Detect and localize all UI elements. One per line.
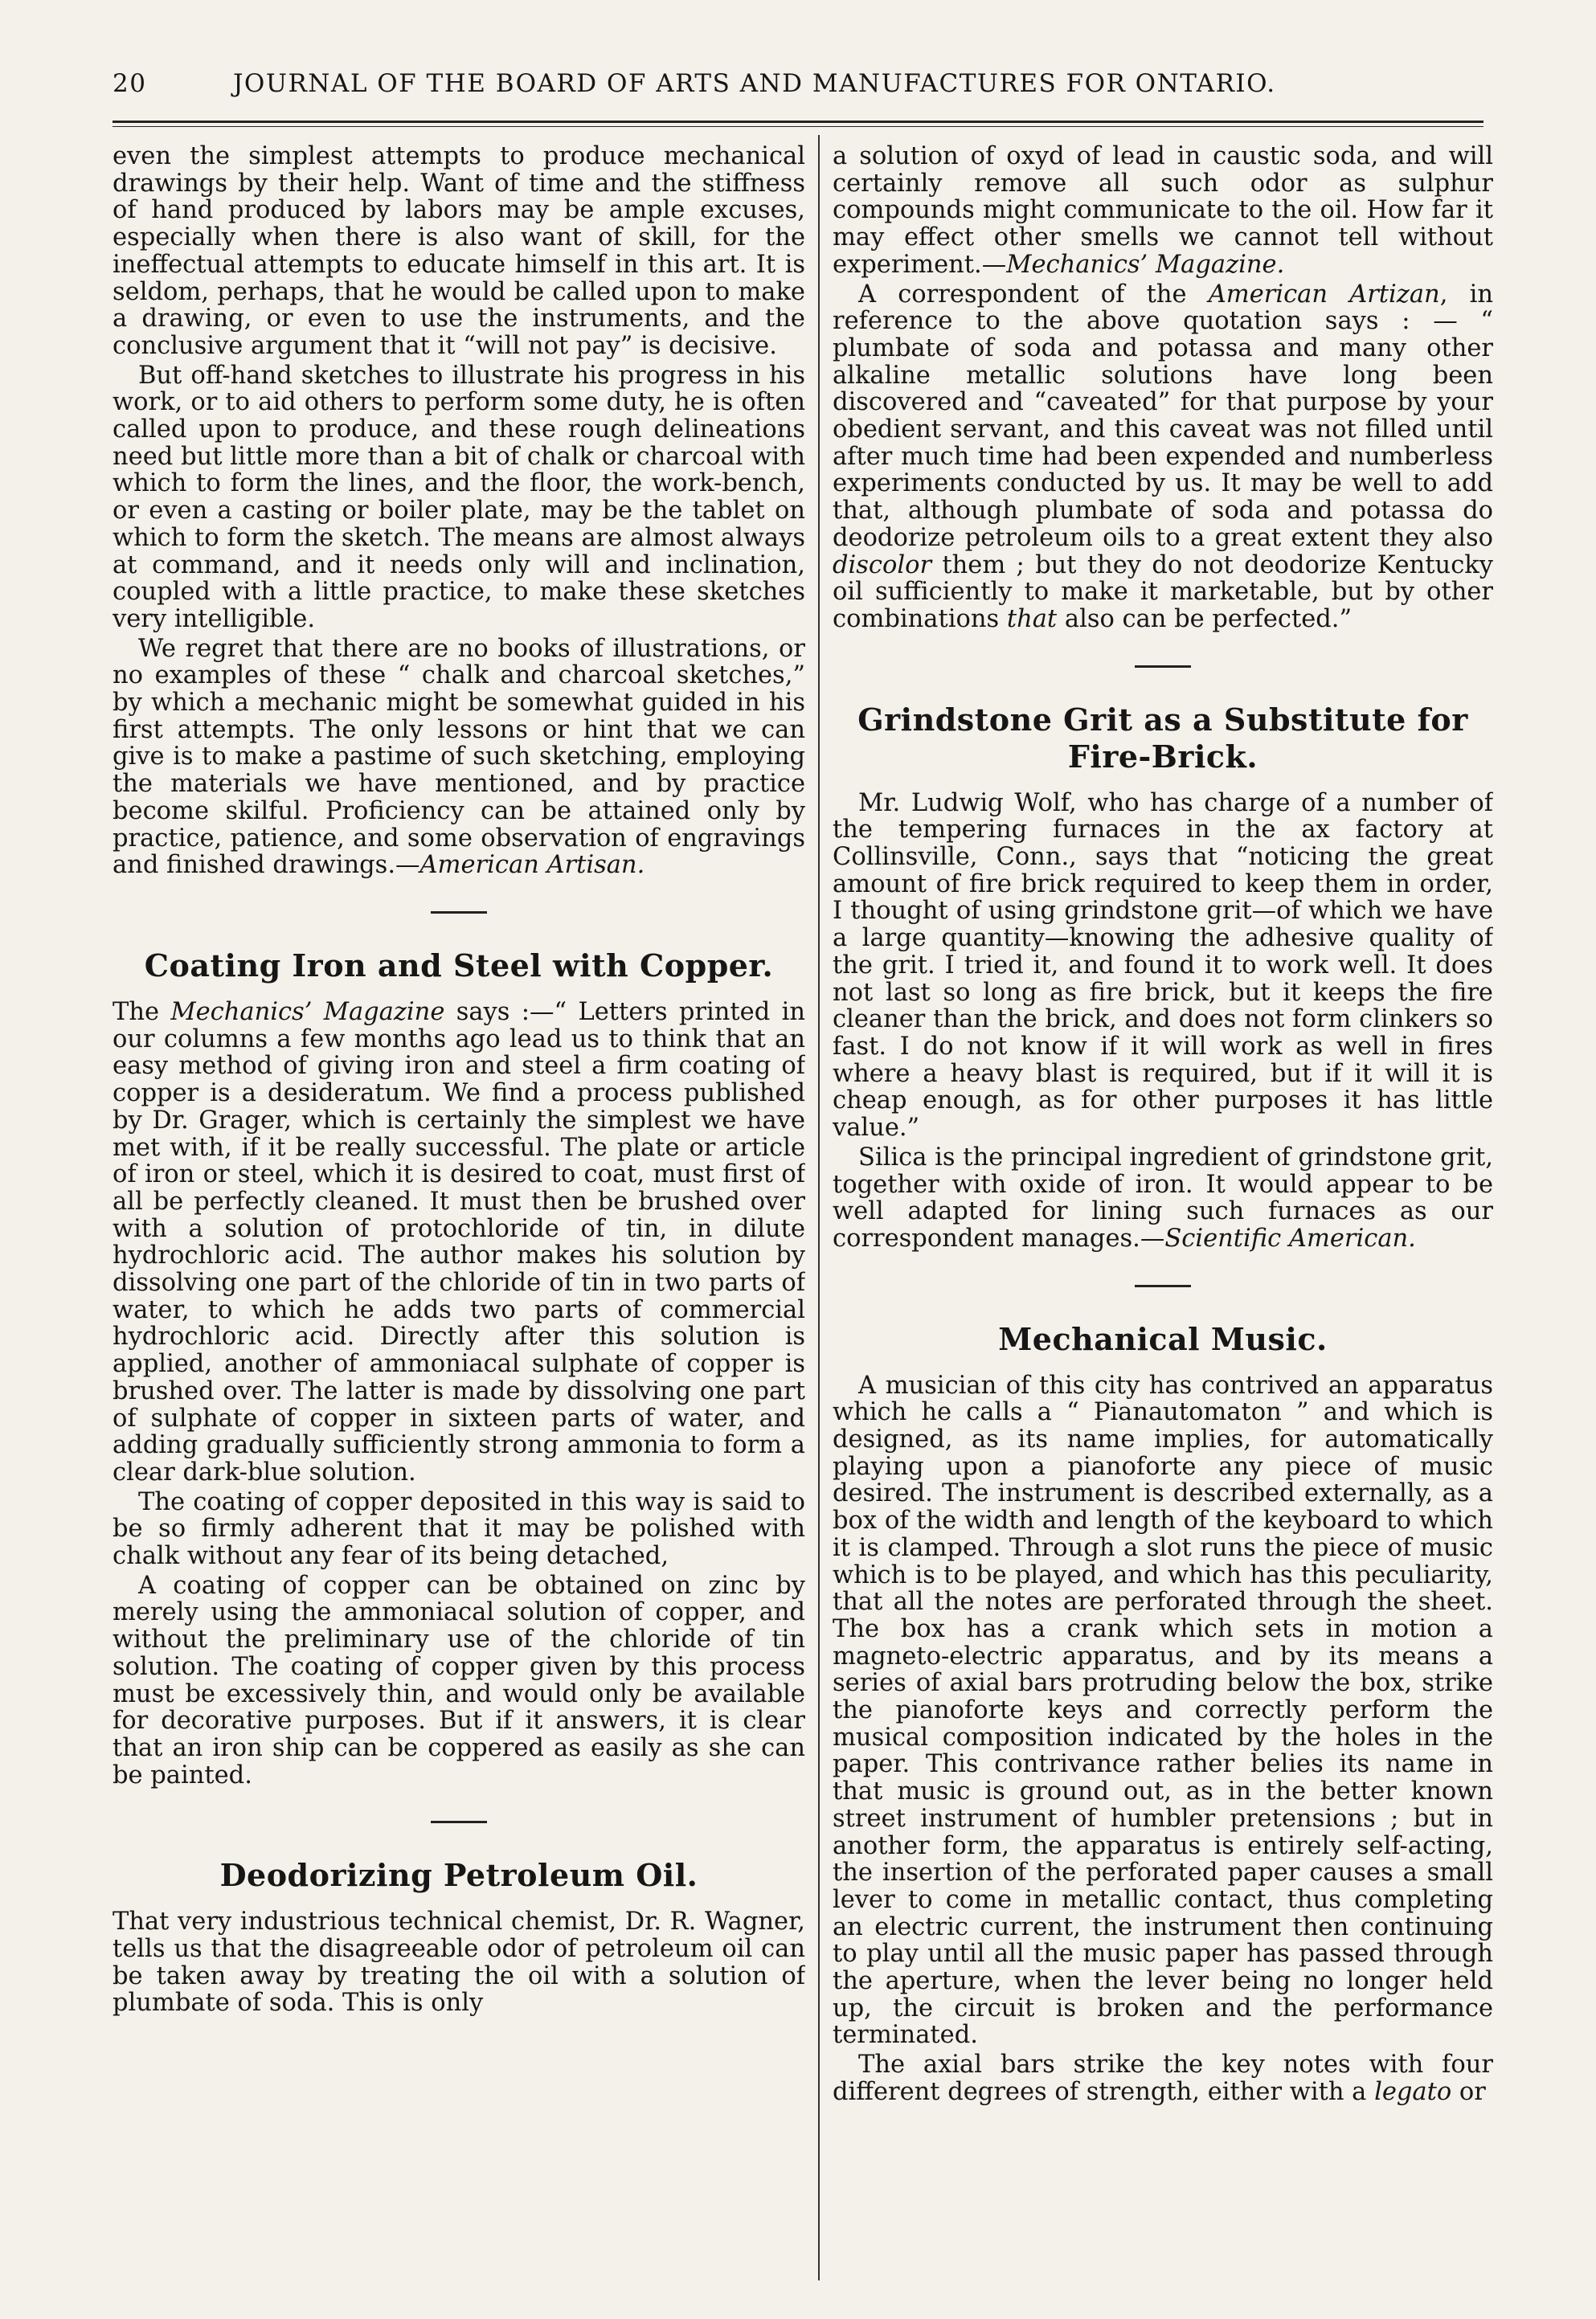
section-separator (1135, 665, 1191, 668)
publication-name: American Artizan (1208, 280, 1440, 309)
article-title-copper: Coating Iron and Steel with Copper. (144, 947, 774, 984)
paragraph: Silica is the principal ingredient of grindstone grit, together with oxide of iron. It would appear to be well adapted for lining such furnaces as our correspondent manages.—Scientific American. (833, 1143, 1493, 1253)
paragraph: We regret that there are no books of illustrations, or no examples of these “ chalk and charcoal sketches,” by which a mechanic might be somewhat guided in his first attempts. The only lessons or hint that we can give is to make a pastime of such sketching, employing the materials we have mentioned, and by practice become skilful. Proficiency can be attained only by practice, patience, and some observation of engravings and finished drawings.—American Artisan. (113, 634, 805, 880)
source-credit: Scientific American. (1164, 1224, 1416, 1253)
article-title-music: Mechanical Music. (998, 1320, 1328, 1357)
paragraph: a solution of oxyd of lead in caustic soda, and will certainly remove all such odor as sulphur compounds might communicate to the oil. How far it may effect other smells we cannot tell without experiment.—Mechanics’ Magazine. (833, 143, 1493, 279)
column-divider (818, 135, 820, 2280)
paragraph: A musician of this city has contrived an apparatus which he calls a “ Pianautomaton ” and which is designed, as its name implies, for automatically playing upon a pianoforte any piece of music desired. The instrument is described externally, as a box of the width and length of the keyboard to which it is clamped. Through a slot runs the piece of music which is to be played, and which has this peculiarity, that all the notes are perforated through the sheet. The box has a crank which sets in motion a magneto-electric apparatus, and by its means a series of axial bars protruding below the box, strike the pianoforte keys and correctly perform the musical composition indicated by the holes in the paper. This contrivance rather belies its name in that music is ground out, as in the better known street instrument of humbler pretensions ; but in another form, the apparatus is entirely self-acting, the insertion of the perforated paper causes a small lever to come in metallic contact, thus completing an electric current, the instrument then continuing to play until all the music paper has passed through the aperture, when the lever being no longer held up, the circuit is broken and the performance terminated. (833, 1371, 1493, 2050)
source-credit: American Artisan. (419, 851, 645, 880)
running-header (113, 69, 1483, 98)
left-column (113, 143, 805, 2272)
source-credit: Mechanics’ Magazine. (1006, 250, 1285, 279)
section-separator (431, 1821, 487, 1823)
article-title-petroleum: Deodorizing Petroleum Oil. (219, 1857, 698, 1894)
journal-title: JOURNAL OF THE BOARD OF ARTS AND MANUFACTURES FOR ONTARIO. (233, 69, 1276, 98)
paragraph: A coating of copper can be obtained on zinc by merely using the ammoniacal solution of copper, and without the preliminary use of the chloride of tin solution. The coating of copper given by this process must be excessively thin, and would only be available for decorative purposes. But if it answers, it is clear that an iron ship can be coppered as easily as she can be painted. (113, 1571, 805, 1789)
paragraph: The axial bars strike the key notes with four different degrees of strength, either with a legato or (833, 2051, 1493, 2106)
paragraph: The Mechanics’ Magazine says :—“ Letters printed in our columns a few months ago lead us to think that an easy method of giving iron and steel a firm coating of copper is a desideratum. We find a process published by Dr. Grager, which is certainly the simplest we have met with, if it be really successful. The plate or article of iron or steel, which it is desired to coat, must first of all be perfectly cleaned. It must then be brushed over with a solution of protochloride of tin, in dilute hydrochloric acid. The author makes his solution by dissolving one part of the chloride of tin in two parts of water, to which he adds two parts of commercial hydrochloric acid. Directly after this solution is applied, another of ammoniacal sulphate of copper is brushed over. The latter is made by dissolving one part of sulphate of copper in sixteen parts of water, and adding gradually sufficiently strong ammonia to form a clear dark-blue solution. (113, 997, 805, 1487)
section-separator (431, 911, 487, 914)
paragraph: A correspondent of the American Artizan, in reference to the above quotation says : — “ plumbate of soda and potassa and many other alkaline metallic solutions have long been discovered and “caveated” for that purpose by your obedient servant, and this caveat was not filled until after much time had been expended and numberless experiments conducted by us. It may be well to add that, although plumbate of soda and potassa do deodorize petroleum oils to a great extent they also discolor them ; but they do not deodorize Kentucky oil sufficiently to make it marketable, but by other combinations that also can be perfected.” (833, 280, 1493, 633)
paragraph: That very industrious technical chemist, Dr. R. Wagner, tells us that the disagreeable odor of petroleum oil can be taken away by treating the oil with a solution of plumbate of soda. This is only (113, 1908, 805, 2018)
paragraph: The coating of copper deposited in this way is said to be so firmly adherent that it may be polished with chalk without any fear of its being detached, (113, 1487, 805, 1571)
paragraph: But off-hand sketches to illustrate his progress in his work, or to aid others to perform some duty, he is often called upon to produce, and these rough delineations need but little more than a bit of chalk or charcoal with which to form the lines, and the floor, the work-bench, or even a casting or boiler plate, may be the tablet on which to form the sketch. The means are almost always at command, and it needs only will and inclination, coupled with a little practice, to make these sketches very intelligible. (113, 361, 805, 633)
publication-name: Mechanics’ Magazine (170, 997, 445, 1026)
paragraph: Mr. Ludwig Wolf, who has charge of a number of the tempering furnaces in the ax factory at Collinsville, Conn., says that “noticing the great amount of fire brick required to keep them in order, I thought of using grindstone grit—of which we have a large quantity—knowing the adhesive quality of the grit. I tried it, and found it to work well. It does not last so long as fire brick, but it keeps the fire cleaner than the brick, and does not form clinkers so fast. I do not know if it will work as well in fires where a heavy blast is required, but if it will it is cheap enough, as for other purposes it has little value.” (833, 788, 1493, 1143)
header-rule-thin (113, 126, 1483, 127)
section-separator (1135, 1285, 1191, 1287)
header-rule (113, 121, 1483, 123)
right-column (833, 143, 1493, 2272)
page-number: 20 (113, 69, 147, 98)
article-title-grindstone: Grindstone Grit as a Substitute for Fire-Brick. (857, 701, 1468, 775)
paragraph: even the simplest attempts to produce mechanical drawings by their help. Want of time and the stiffness of hand produced by labors may be ample excuses, especially when there is also want of skill, for the ineffectual attempts to educate himself in this art. It is seldom, perhaps, that he would be called upon to make a drawing, or even to use the instruments, and the conclusive argument that it “will not pay” is decisive. (113, 143, 805, 360)
